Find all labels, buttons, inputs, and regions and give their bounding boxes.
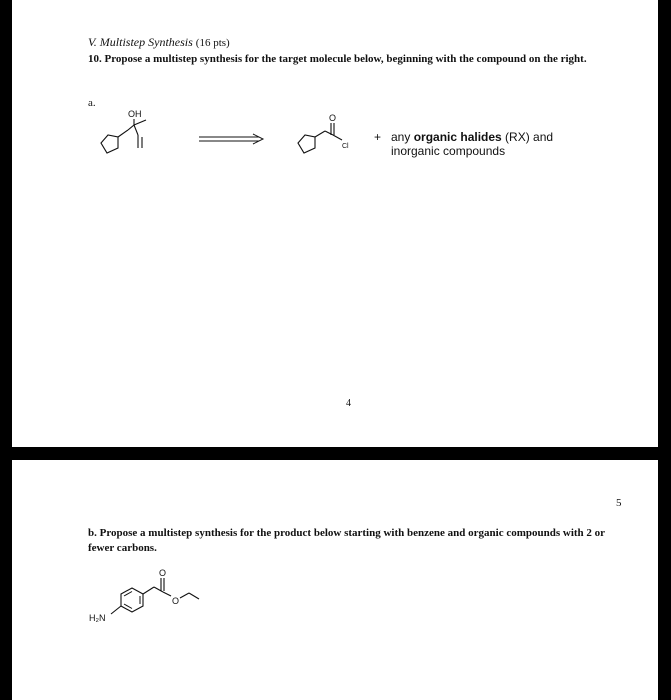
part-b-question: b. Propose a multistep synthesis for the product below starting with benzene and organic compounds with 2 or fewer carbons. [88,527,605,554]
ester-oxygen-label: O [172,596,180,606]
product-molecule-structure [88,564,228,634]
part-a-label: a. [88,97,96,109]
carbonyl-oxygen-label: O [329,113,337,123]
document-page-5 [12,460,658,700]
plus-sign: + [374,130,382,144]
target-molecule-structure [94,108,174,158]
chlorine-label: Cl [342,143,349,150]
page-number: 4 [346,398,351,409]
question-10: 10. Propose a multistep synthesis for the target molecule below, beginning with the compound on the right. [88,53,587,65]
amine-label: H₂N [89,613,106,623]
page-number: 5 [616,497,622,509]
oh-label: OH [128,109,142,119]
reagents-note: any organic halides (RX) and inorganic compounds [391,130,554,158]
carbonyl-oxygen-label: O [159,568,167,578]
retrosynthesis-arrow-icon [197,133,267,145]
starting-material-structure [295,110,375,160]
document-page-4 [12,0,658,447]
section-title: V. Multistep Synthesis (16 pts) [88,35,230,49]
